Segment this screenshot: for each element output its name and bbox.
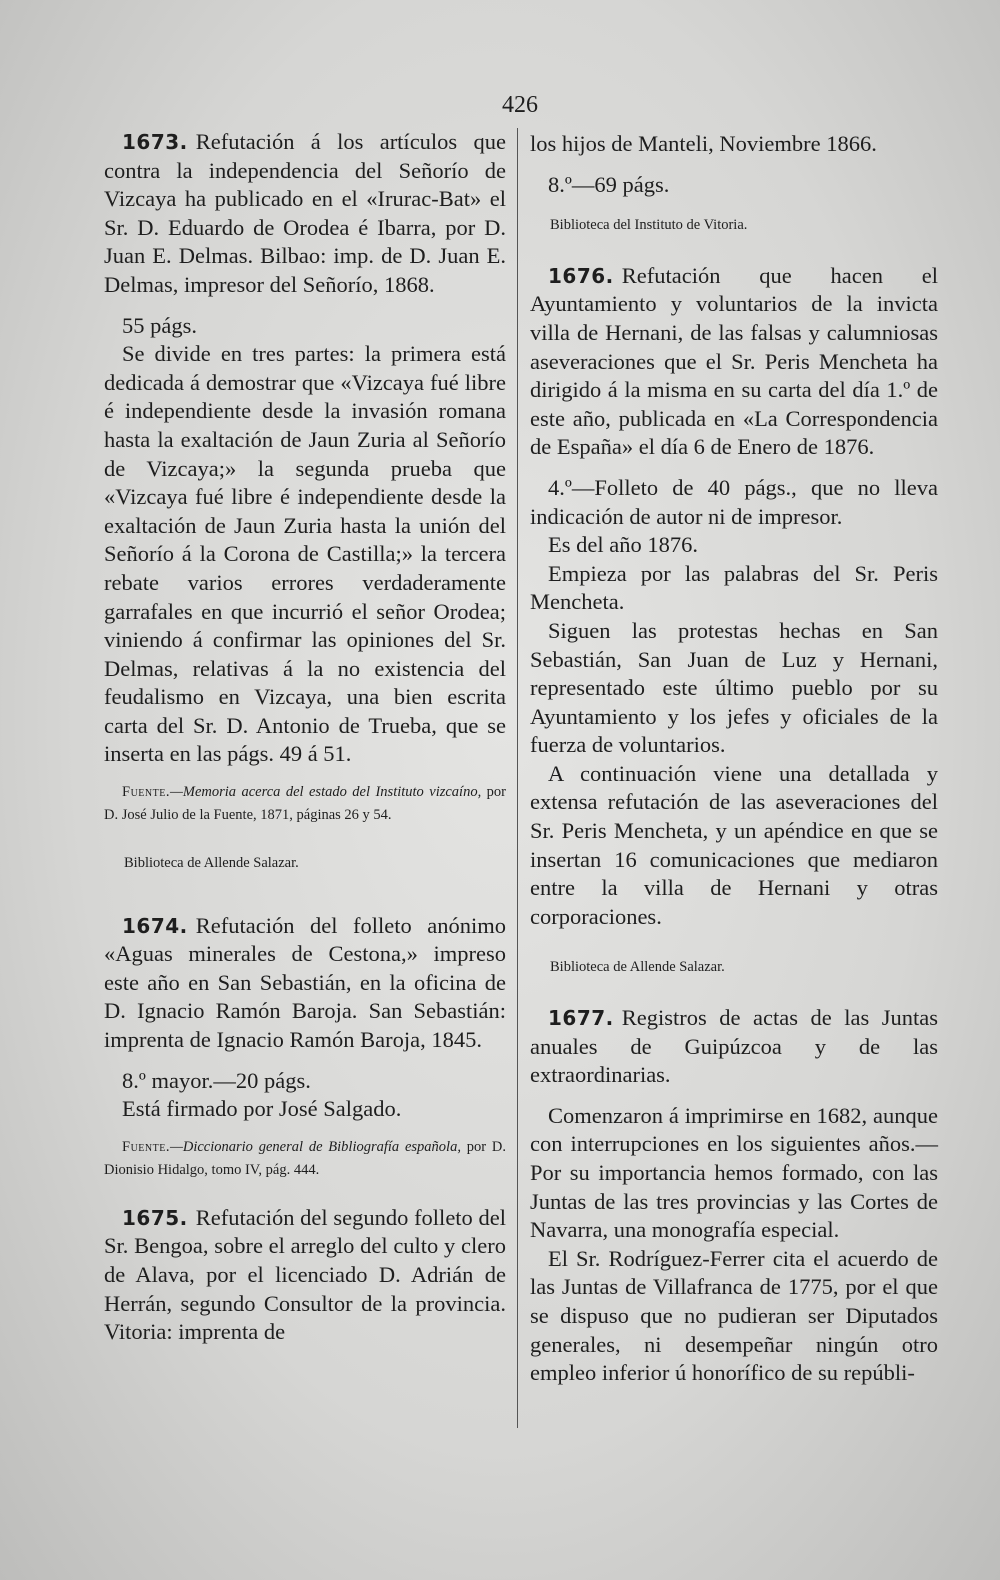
entry-continues: A continuación viene una detallada y extensa refutación de las aseveraciones del Sr. Peris Mencheta, y un apéndice en que se insertan 16 comunicaciones que mediaron entre la villa de Hernani y otras corporaciones.: [530, 760, 938, 929]
entry-title: Refutación del folleto anónimo «Aguas minerales de Cestona,» impreso este año en San Sebastián, en la oficina de D. Ignacio Ramón Baroja. San Sebastián: imprenta de Ignacio Ramón Baroja, 1845.: [104, 912, 506, 1053]
continuation-format: 8.º—69 págs.: [548, 171, 670, 197]
entry-1676: [530, 262, 938, 982]
entry-source: [104, 781, 506, 827]
entry-number: 1677.: [548, 1006, 614, 1031]
entry-title: Refutación que hacen el Ayuntamiento y voluntarios de la invicta villa de Hernani, de las falsas y calumniosas aseveraciones que el Sr. Peris Mencheta ha dirigido á la misma en su carta del día 1.º de este año, publicada en «La Correspondencia de España» el día 6 de Enero de 1876.: [530, 262, 938, 460]
entry-1675: [104, 1204, 506, 1347]
entry-library: Biblioteca de Allende Salazar.: [124, 855, 299, 872]
page-number: 426: [502, 92, 538, 118]
entry-1673: [104, 128, 506, 878]
entry-number: 1676.: [548, 263, 614, 288]
right-column: [530, 128, 938, 1388]
entry-1677: [530, 1004, 938, 1388]
entry-1675-heading: [104, 1204, 506, 1347]
entry-1676-heading: [530, 262, 938, 462]
entry-1674-heading: [104, 912, 506, 1055]
source-label: Fuente.: [122, 1138, 170, 1155]
entry-description: Se divide en tres partes: la primera está dedicada á demostrar que «Vizcaya fué libre é independiente desde la invasión romana hasta la exaltación de Jaun Zuria al Señorío de Vizcaya;» la segunda prueba que «Vizcaya fué libre é independiente desde la exaltación de Jaun Zuria hasta la unión del Señorío á la Corona de Castilla;» la tercera rebate varios errores verdaderamente garrafales en que incurrió el señor Orodea; viniendo á confirmar las opiniones del Sr. Delmas, relativas á la no existencia del feudalismo en Vizcaya, una bien escrita carta del Sr. D. Antonio de Trueba, que se inserta en las págs. 49 á 51.: [104, 341, 506, 767]
entry-number: 1675.: [122, 1205, 188, 1230]
column-divider: [517, 128, 518, 1428]
entry-source: [104, 1136, 506, 1182]
entry-begins: Empieza por las palabras del Sr. Peris Mencheta.: [530, 560, 938, 615]
entry-library: Biblioteca de Allende Salazar.: [550, 959, 725, 976]
continuation-text: los hijos de Manteli, Noviembre 1866.: [530, 131, 877, 156]
entry-title: Registros de actas de las Juntas anuales de Guipúzcoa y de las extraordinarias.: [530, 1005, 938, 1088]
entry-number: 1673.: [122, 130, 188, 154]
entry-format: 4.º—Folleto de 40 págs., que no lleva indicación de autor ni de impresor.: [530, 474, 938, 529]
source-label: Fuente.: [122, 784, 170, 801]
left-column: [104, 128, 506, 1347]
entry-follows: Siguen las protestas hechas en San Sebastián, San Juan de Luz y Hernani, representado este último pueblo por su Ayuntamiento y los jefes y oficiales de la fuerza de voluntarios.: [530, 617, 938, 758]
entry-1674: [104, 912, 506, 1182]
entry-paragraph-1: Comenzaron á imprimirse en 1682, aunque con interrupciones en los siguientes años.—Por su importancia hemos formado, con las Juntas de las tres provincias y las Cortes de Navarra, una monografía especial.: [530, 1102, 938, 1243]
entry-signed: Está firmado por José Salgado.: [122, 1096, 402, 1122]
source-rest: por D. José Julio de la Fuente, 1871, páginas 26 y 54.: [104, 784, 506, 824]
entry-1677-heading: [530, 1004, 938, 1090]
source-title: —Memoria acerca del estado del Instituto vizcaíno,: [169, 784, 482, 801]
source-rest: por D. Dionisio Hidalgo, tomo IV, pág. 444.: [104, 1138, 506, 1178]
entry-format: 8.º mayor.—20 págs.: [122, 1067, 311, 1093]
entry-1673-heading: [104, 128, 506, 300]
continuation-library: Biblioteca del Instituto de Vitoria.: [550, 217, 748, 234]
source-title: —Diccionario general de Bibliografía española,: [169, 1138, 461, 1155]
entry-year: Es del año 1876.: [548, 532, 698, 558]
entry-title: Refutación del segundo folleto del Sr. Bengoa, sobre el arreglo del culto y clero de Alava, por el licenciado D. Adrián de Herrán, segundo Consultor de la provincia. Vitoria: imprenta de: [104, 1204, 506, 1345]
entry-paragraph-2: El Sr. Rodríguez-Ferrer cita el acuerdo de las Juntas de Villafranca de 1775, por el que se dispuso que no pudieran ser Diputados generales, ni desempeñar ningún otro empleo inferior ú honorífico de su repúbli-: [530, 1245, 938, 1386]
entry-title: Refutación á los artículos que contra la independencia del Señorío de Vizcaya ha publicado en el «Irurac-Bat» el Sr. D. Eduardo de Orodea é Ibarra, por D. Juan E. Delmas. Bilbao: imp. de D. Juan E. Delmas, impresor del Señorío, 1868.: [104, 129, 506, 297]
entry-1675-continuation: [530, 130, 938, 240]
entry-number: 1674.: [122, 913, 188, 938]
entry-format: 55 págs.: [122, 312, 197, 338]
